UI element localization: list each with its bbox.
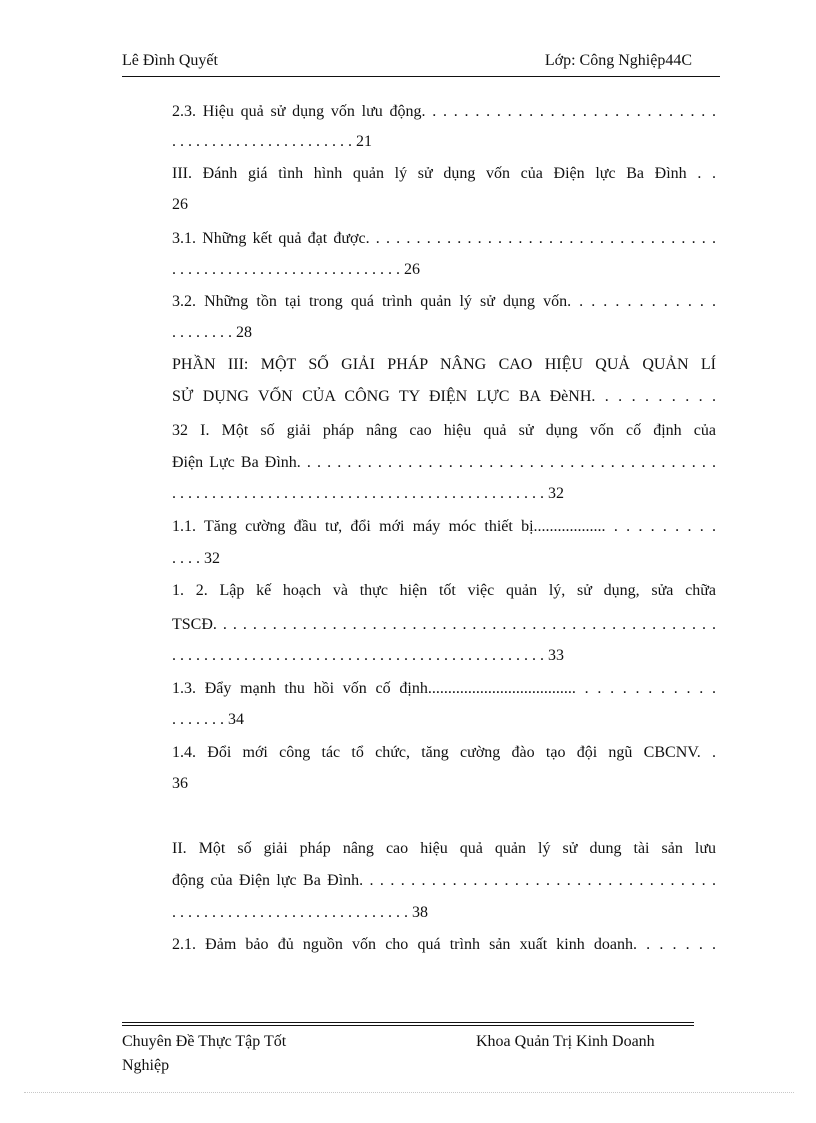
toc-line: II. Một số giải pháp nâng cao hiệu quả quản lý sử dung tài sản lưu: [172, 840, 716, 857]
toc-line: 36: [172, 775, 188, 792]
toc-line: 2.1. Đảm bảo đủ nguồn vốn cho quá trình sản xuất kinh doanh. . . . . . .: [172, 936, 716, 953]
toc-line: 3.1. Những kết quả đạt được. . . . . . . . . . . . . . . . . . . . . . . . . . . . . . . . . . .: [172, 230, 716, 247]
toc-line: . . . . . . . . . . . . . . . . . . . . . . . . . . . . . . . . . . . . . . . . . . . . . . . 32: [172, 485, 564, 502]
toc-line: 26: [172, 196, 188, 213]
toc-line: 1.4. Đổi mới công tác tổ chức, tăng cường đào tạo đội ngũ CBCNV. .: [172, 744, 716, 761]
page-header: [122, 52, 720, 77]
toc-line: . . . . . . . . . . . . . . . . . . . . . . . . . . . . . 26: [172, 261, 420, 278]
footer-divider: [122, 1025, 694, 1026]
toc-line: SỬ DỤNG VỐN CỦA CÔNG TY ĐIỆN LỰC BA ĐèNH. . . . . . . . . .: [172, 388, 716, 405]
toc-line: . . . . . . . . 28: [172, 324, 252, 341]
toc-line: 3.2. Những tồn tại trong quá trình quản lý sử dụng vốn. . . . . . . . . . . . .: [172, 293, 716, 310]
toc-line: 1.3. Đẩy mạnh thu hồi vốn cố định..................................... . . . . . . . . . . .: [172, 680, 716, 697]
footer-right: Khoa Quản Trị Kinh Doanh: [476, 1033, 655, 1050]
toc-line: . . . . . . . . . . . . . . . . . . . . . . . . . . . . . . 38: [172, 904, 428, 921]
toc-line: . . . . . . . . . . . . . . . . . . . . . . . 21: [172, 133, 372, 150]
toc-line: TSCĐ. . . . . . . . . . . . . . . . . . . . . . . . . . . . . . . . . . . . . . . . . . . . . . . . . . .: [172, 616, 716, 633]
toc-line: . . . . 32: [172, 550, 220, 567]
page-edge: [24, 1092, 794, 1093]
toc-line: 1. 2. Lập kế hoạch và thực hiện tốt việc quản lý, sử dụng, sửa chữa: [172, 582, 716, 599]
toc-line: Điện Lực Ba Đình. . . . . . . . . . . . . . . . . . . . . . . . . . . . . . . . . . . . . . . . . .: [172, 454, 716, 471]
header-class: Lớp: Công Nghiệp44C: [544, 52, 692, 69]
footer-divider: [122, 1022, 694, 1023]
footer-left: Chuyên Đề Thực Tập Tốt Nghiệp: [122, 1033, 287, 1074]
toc-line: 2.3. Hiệu quả sử dụng vốn lưu động. . . . . . . . . . . . . . . . . . . . . . . . . . . .: [172, 103, 716, 120]
toc-line: 32 I. Một số giải pháp nâng cao hiệu quả sử dụng vốn cố định của: [172, 422, 716, 439]
toc-line: . . . . . . . . . . . . . . . . . . . . . . . . . . . . . . . . . . . . . . . . . . . . . . . 33: [172, 647, 564, 664]
toc-line: III. Đánh giá tình hình quản lý sử dụng vốn của Điện lực Ba Đình . .: [172, 165, 716, 182]
toc-line: PHẦN III: MỘT SỐ GIẢI PHÁP NÂNG CAO HIỆU QUẢ QUẢN LÍ: [172, 356, 716, 373]
toc-line: 1.1. Tăng cường đầu tư, đổi mới máy móc thiết bị.................. . . . . . . . . .: [172, 518, 716, 535]
toc-line: động của Điện lực Ba Đình. . . . . . . . . . . . . . . . . . . . . . . . . . . . . . . . . . .: [172, 872, 716, 889]
toc-line: . . . . . . . 34: [172, 711, 244, 728]
header-author: Lê Đình Quyết: [122, 52, 218, 69]
